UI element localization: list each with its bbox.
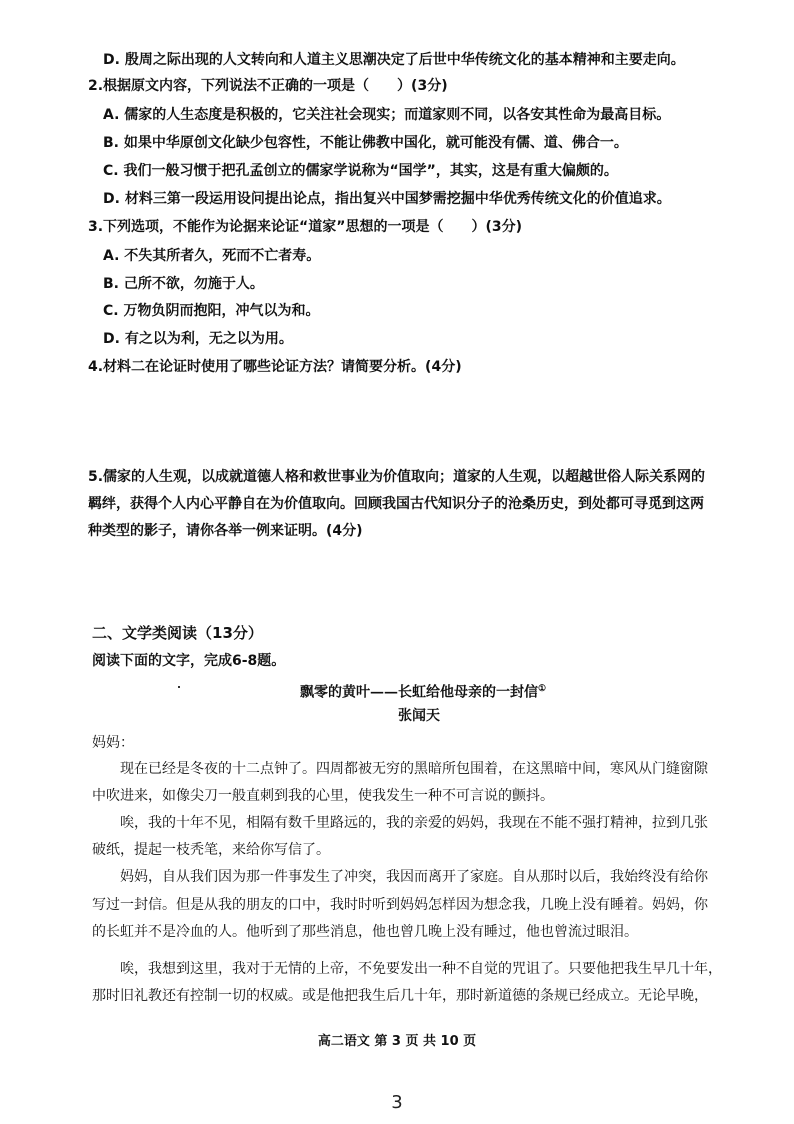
- section-instruction: 阅读下面的文字，完成6-8题。: [92, 653, 286, 669]
- paragraph-line: 现在已经是冬夜的十二点钟了。四周都被无穷的黑暗所包围着，在这黑暗中间，寒风从门缝窗隙: [120, 761, 708, 777]
- q2-stem: 2.根据原文内容，下列说法不正确的一项是（ ）(3分): [88, 78, 448, 94]
- page-number: 3: [391, 1092, 403, 1113]
- paragraph-line: 中吹进来，如像尖刀一般直刺到我的心里，使我发生一种不可言说的颤抖。: [92, 788, 554, 804]
- q5-line-3: 种类型的影子，请你各举一例来证明。(4分): [88, 523, 363, 539]
- section-heading: 二、文学类阅读（13分）: [92, 624, 263, 642]
- q2-option-b: B. 如果中华原创文化缺少包容性，不能让佛教中国化，就可能没有儒、道、佛合一。: [103, 135, 628, 151]
- q4-stem: 4.材料二在论证时使用了哪些论证方法？请简要分析。(4分): [88, 359, 462, 375]
- footnote-mark: ①: [538, 684, 547, 694]
- q3-option-b: B. 己所不欲，勿施于人。: [103, 276, 264, 292]
- q3-option-d: D. 有之以为利，无之以为用。: [103, 331, 293, 347]
- q3-stem: 3.下列选项，不能作为论据来论证“道家”思想的一项是（ ）(3分): [88, 219, 522, 235]
- paragraph-line: 唉，我的十年不见，相隔有数千里路远的，我的亲爱的妈妈，我现在不能不强打精神，拉到几张: [120, 815, 708, 831]
- paragraph-line: 的长虹并不是冷血的人。他听到了那些消息，他也曾几晚上没有睡过，他也曾流过眼泪。: [92, 924, 638, 940]
- paragraph-line: 那时旧礼教还有控制一切的权威。或是他把我生后几十年，那时新道德的条规已经成立。无论早晚，: [92, 988, 708, 1004]
- scan-speck: [178, 686, 180, 688]
- paragraph-line: 破纸，提起一枝秃笔，来给你写信了。: [92, 842, 330, 858]
- paragraph-line: 写过一封信。但是从我的朋友的口中，我时时听到妈妈怎样因为想念我，几晚上没有睡着。妈妈，你: [92, 897, 708, 913]
- paragraph-line: 唉，我想到这里，我对于无情的上帝，不免要发出一种不自觉的咒诅了。只要他把我生早几十年，: [120, 961, 722, 977]
- article-author: 张闻天: [398, 708, 440, 724]
- page-footer: 高二语文 第 3 页 共 10 页: [317, 1034, 477, 1049]
- paragraph-line: 妈妈，自从我们因为那一件事发生了冲突，我因而离开了家庭。自从那时以后，我始终没有给你: [120, 869, 708, 885]
- q2-option-a: A. 儒家的人生态度是积极的，它关注社会现实；而道家则不同，以各安其性命为最高目标。: [103, 107, 671, 123]
- q3-option-c: C. 万物负阴而抱阳，冲气以为和。: [103, 303, 320, 319]
- article-title-text: 飘零的黄叶——长虹给他母亲的一封信: [300, 684, 538, 701]
- q5-line-1: 5.儒家的人生观，以成就道德人格和救世事业为价值取向；道家的人生观，以超越世俗人际关系网的: [88, 469, 706, 485]
- q2-option-d: D. 材料三第一段运用设问提出论点，指出复兴中国梦需挖掘中华优秀传统文化的价值追求。: [103, 191, 671, 207]
- salutation: 妈妈：: [92, 735, 134, 751]
- q3-option-a: A. 不失其所者久，死而不亡者寿。: [103, 248, 321, 264]
- q1-option-d: D. 殷周之际出现的人文转向和人道主义思潮决定了后世中华传统文化的基本精神和主要走向。: [103, 52, 685, 68]
- q2-option-c: C. 我们一般习惯于把孔孟创立的儒家学说称为“国学”，其实，这是有重大偏颇的。: [103, 163, 618, 179]
- article-title: [300, 680, 546, 702]
- q5-line-2: 羁绊，获得个人内心平静自在为价值取向。回顾我国古代知识分子的沧桑历史，到处都可寻觅到这两: [88, 496, 704, 512]
